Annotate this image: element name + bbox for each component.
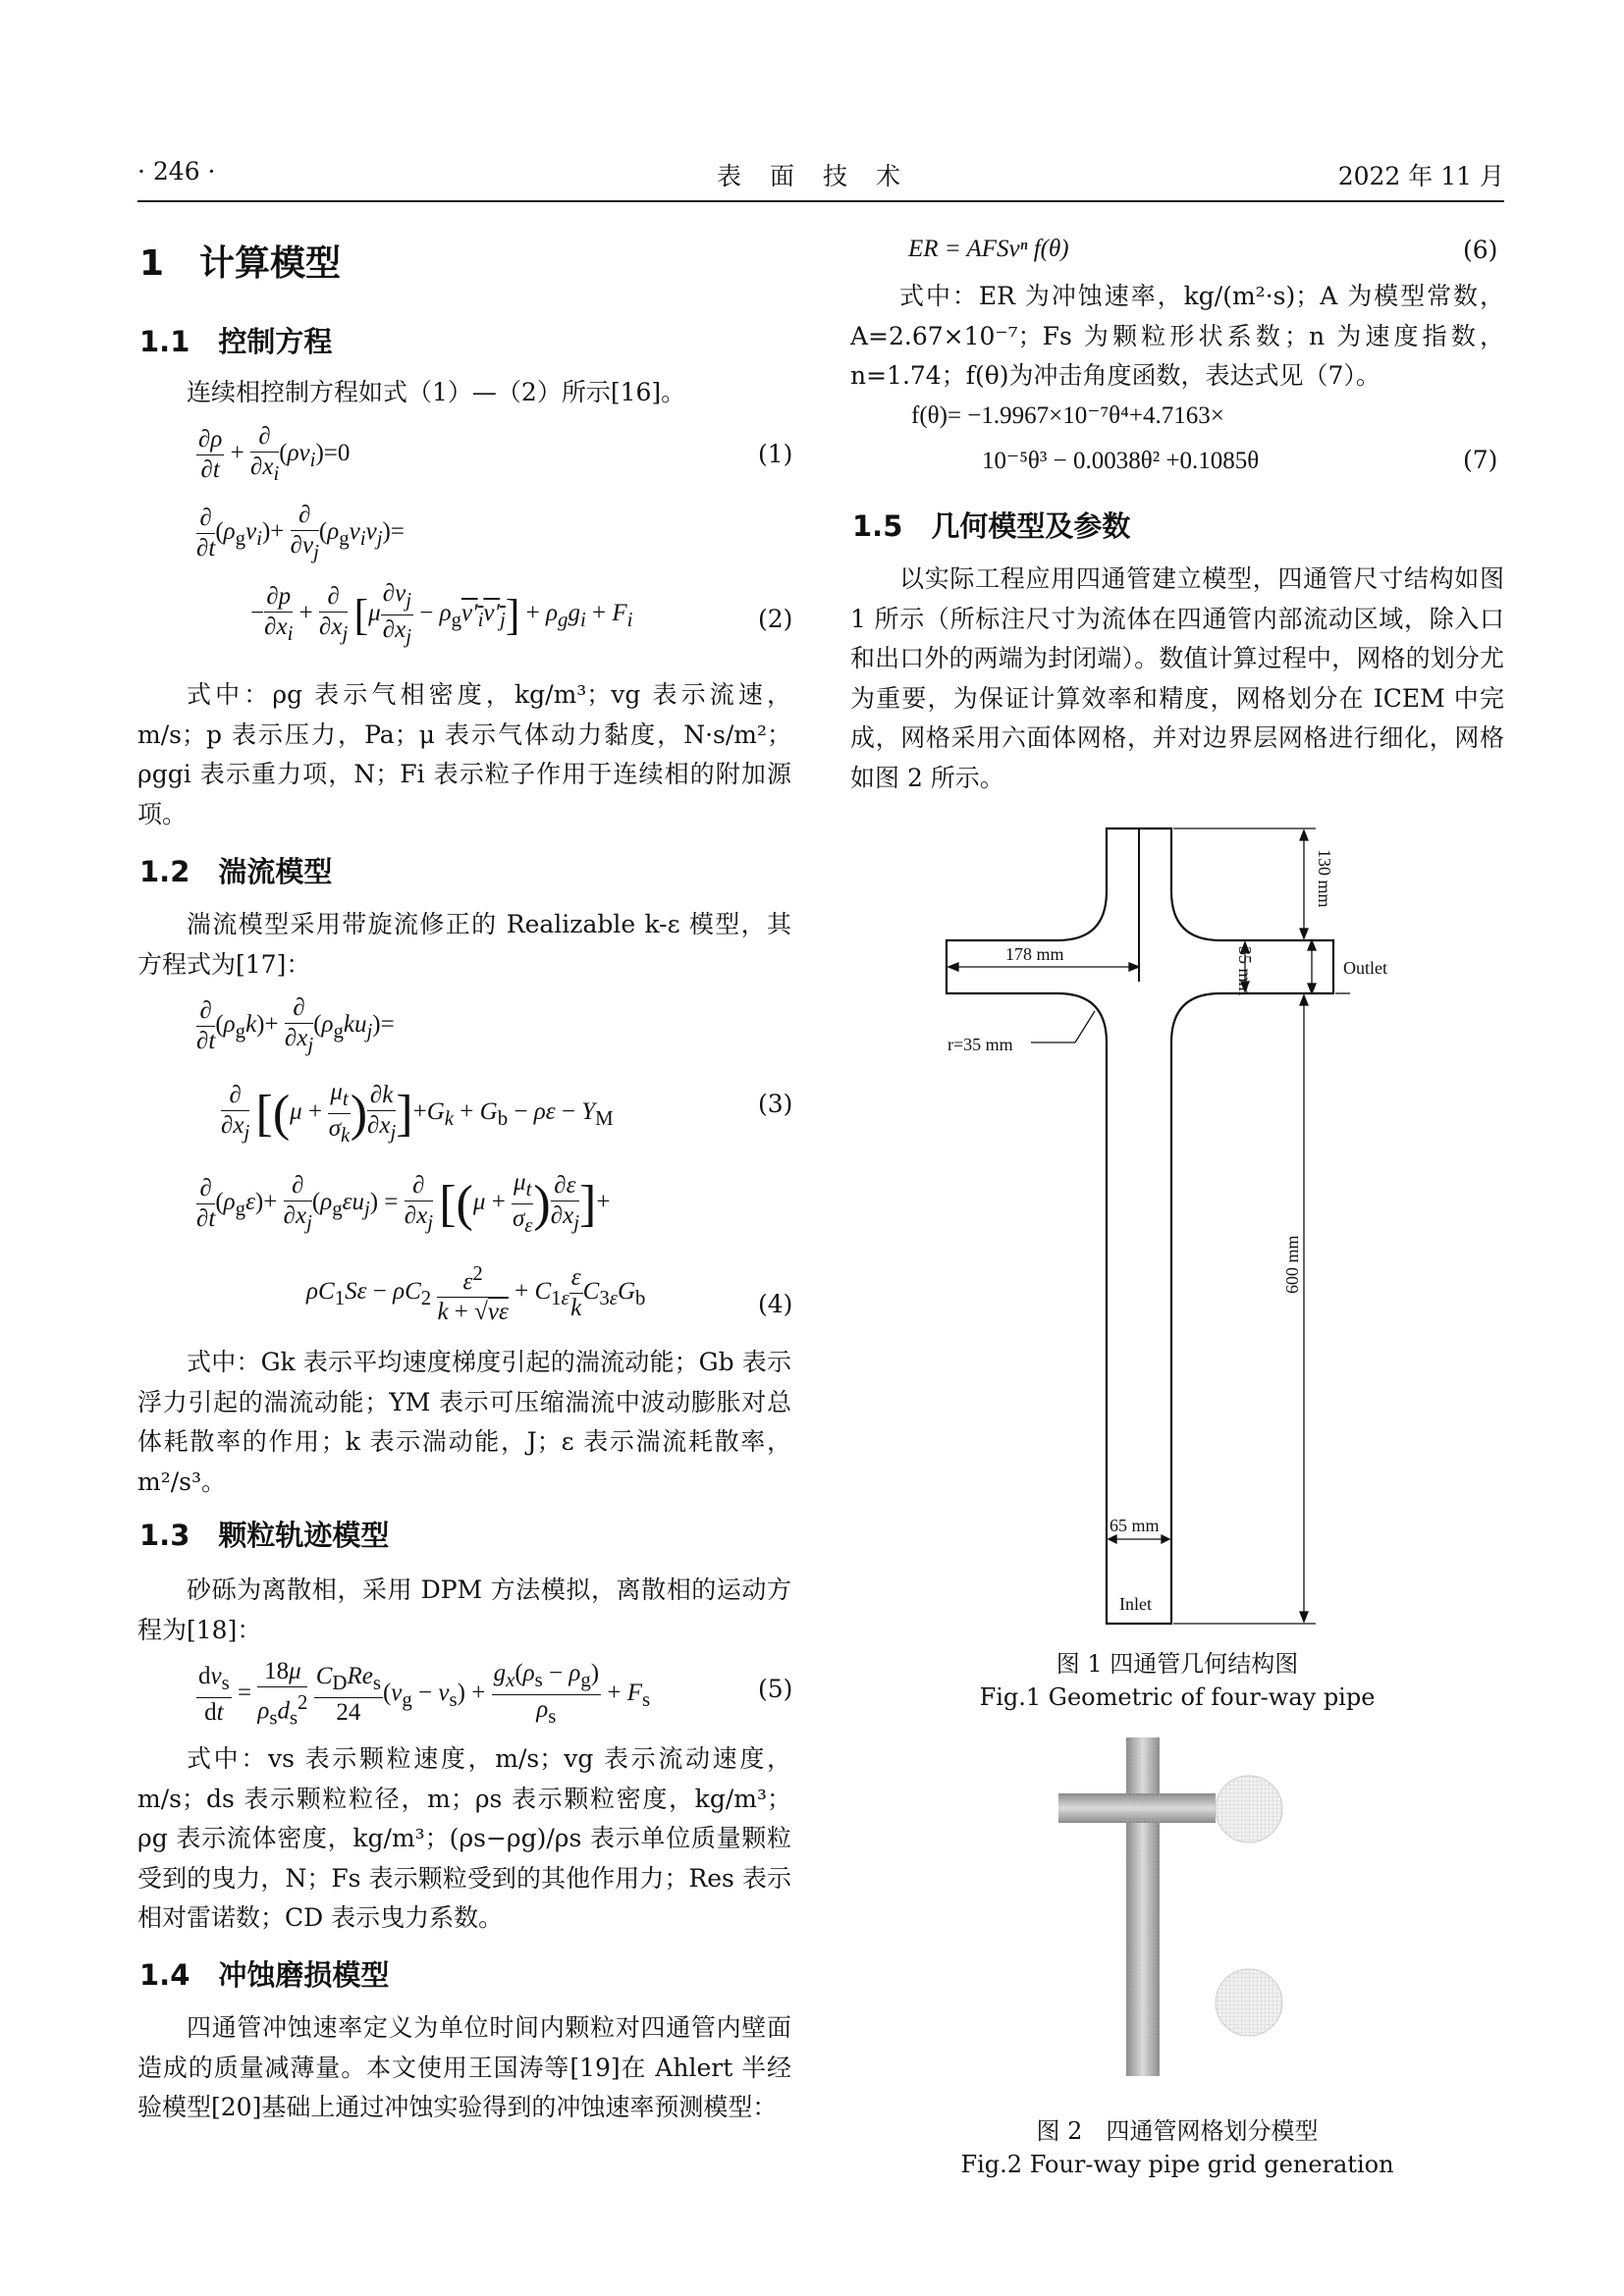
equation-7-number: (7) [1463, 446, 1498, 474]
figure-1-caption-cn: 图 1 四通管几何结构图 [1056, 1650, 1299, 1678]
equation-6: ER = AFSvⁿ f(θ) [908, 236, 1069, 262]
section-1-3-description: 式中：vs 表示颗粒速度，m/s；vg 表示流动速度，m/s；ds 表示颗粒粒径，m；ρs 表示颗粒密度，kg/m³；ρg 表示流体密度，kg/m³；(ρs−ρg)/ρs 表示单位质量颗粒受到的曳力，N；Fs 表示颗粒受到的其他作用力；Res 表示相对雷诺数；CD 表示曳力系数。 [137, 1744, 791, 1932]
section-1-5-text: 以实际工程应用四通管建立模型，四通管尺寸结构如图 1 所示（所标注尺寸为流体在四通管内部流动区域，除入口和出口外的两端为封闭端）。数值计算过程中，网格的划分尤为重要，为保证计算效率和精度，网格划分在 ICEM 中完成，网格采用六面体网格，并对边界层网格进行细化，网格如图 2 所示。 [850, 564, 1504, 792]
equation-7-line-2: 10⁻⁵θ³ − 0.0038θ² +0.1085θ [982, 448, 1260, 474]
equation-3-number: (3) [758, 1090, 793, 1118]
section-1-4-text: 四通管冲蚀速率定义为单位时间内颗粒对四通管内壁面造成的质量减薄量。本文使用王国涛等[19]在 Ahlert 半经验模型[20]基础上通过冲蚀实验得到的冲蚀速率预测模型： [137, 2013, 791, 2121]
figure-2-caption-en: Fig.2 Four-way pipe grid generation [960, 2151, 1394, 2178]
issue-date: 2022 年 11 月 [1337, 162, 1504, 190]
equation-2-line-1: $\frac{\partial}{\partial t}$ $(\rho_gv_i)+$ $\frac{\partial}{\partial v_j}$ $(\rho_gv_iv_j)=$ [196, 502, 405, 563]
section-1-5-title: 1.5 几何模型及参数 [852, 509, 1131, 543]
equation-1-number: (1) [758, 440, 793, 468]
equation-4-line-2: $\rho C_1S\varepsilon - \rho C_2$ $\frac{\varepsilon^2}{k + √v\varepsilon}$ + $C_{1\varepsilon}$ $\frac{\varepsilon}{k}$ $C_{3\varepsilon}G_b$ [306, 1258, 645, 1327]
equation-5: $\frac{dv_s}{dt}$ = $\frac{18\mu}{\rho_sd_s^2}$ $\frac{C_DRe_s}{24}$ $(v_g - v_s)$ + $\frac{g_x(\rho_s - \rho_g)}{\rho_s}$ + $F_s$ [198, 1658, 651, 1730]
equation-3-line-1: $\frac{\partial}{\partial t}$ $(\rho_gk)+$ $\frac{\partial}{\partial x_j}$ $(\rho_gku_j)=$ [196, 994, 395, 1056]
inlet-label: Inlet [1119, 1594, 1152, 1614]
section-1-1-title: 1.1 控制方程 [139, 325, 333, 358]
dim-65-label: 65 mm [1110, 1516, 1160, 1535]
section-1-2-description: 式中：Gk 表示平均速度梯度引起的湍流动能；Gb 表示浮力引起的湍流动能；YM 表示可压缩湍流中波动膨胀对总体耗散率的作用；k 表示湍动能，J；ε 表示湍流耗散率，m²/s³。 [137, 1348, 791, 1496]
equation-2-line-2: − $\frac{\partial p}{\partial x_i}$ + $\frac{\partial}{\partial x_j}$ [μ $\frac{\partial v_j}{\partial x_j}$ − $\rho_gv'_iv'_j] + \rho_gg_i + F_i$ [250, 580, 633, 648]
header-rule [137, 200, 1504, 202]
outlet-label: Outlet [1343, 958, 1387, 978]
four-way-pipe-mesh-figure [1041, 1737, 1384, 2081]
figure-2-caption-cn: 图 2 四通管网格划分模型 [1036, 2117, 1319, 2145]
dim-130-label: 130 mm [1315, 849, 1334, 908]
equation-1: $\frac{\partial\rho}{\partial t}$ + $\frac{\partial}{\partial x_i}$ $(\rho v_i)=0$ [198, 423, 351, 485]
section-1-4-title: 1.4 冲蚀磨损模型 [139, 1958, 390, 1992]
journal-title: 表 面 技 术 [717, 162, 903, 190]
section-1-title: 1 计算模型 [139, 243, 342, 284]
section-1-2-title: 1.2 湍流模型 [139, 855, 333, 888]
section-1-2-intro: 湍流模型采用带旋流修正的 Realizable k-ε 模型，其方程式为[17]： [137, 910, 791, 979]
figure-1-caption-en: Fig.1 Geometric of four-way pipe [979, 1683, 1376, 1711]
equation-4-number: (4) [758, 1290, 793, 1318]
equation-5-number: (5) [758, 1675, 793, 1703]
four-way-pipe-geometry-figure [923, 815, 1387, 1639]
equation-2-number: (2) [758, 605, 793, 633]
section-1-4-description: 式中：ER 为冲蚀速率，kg/(m²·s)；A 为模型常数，A=2.67×10⁻⁷；Fs 为颗粒形状系数；n 为速度指数，n=1.74；f(θ)为冲击角度函数，表达式见（7）。 [850, 282, 1504, 390]
section-1-1-intro: 连续相控制方程如式（1）—（2）所示[16]。 [187, 378, 686, 406]
equation-6-number: (6) [1463, 236, 1498, 264]
dim-600-label: 600 mm [1282, 1235, 1302, 1294]
section-1-1-description: 式中：ρg 表示气相密度，kg/m³；vg 表示流速，m/s；p 表示压力，Pa；μ 表示气体动力黏度，N·s/m²；ρggi 表示重力项，N；Fi 表示粒子作用于连续相的附加源项。 [137, 680, 791, 828]
dim-178-label: 178 mm [1005, 944, 1064, 964]
equation-4-line-1: $\frac{\partial}{\partial t}$ $(\rho_g\varepsilon)+$ $\frac{\partial}{\partial x_j}$ $(\rho_g\varepsilon u_j)$ = $\frac{\partial}{\partial x_j}$ [(μ + $\frac{\mu_t}{\sigma_\varepsilon}$ ) $\frac{\partial\varepsilon}{\partial x_j}$ ]+ [196, 1169, 611, 1237]
dim-35-label: 35 mm [1235, 946, 1255, 996]
radius-label: r=35 mm [947, 1035, 1013, 1054]
section-1-3-title: 1.3 颗粒轨迹模型 [139, 1519, 390, 1552]
page-number: · 246 · [137, 157, 216, 186]
equation-7-line-1: f(θ)= −1.9967×10⁻⁷θ⁴+4.7163× [911, 402, 1224, 429]
equation-3-line-2: $\frac{\partial}{\partial x_j}$ [(μ + $\frac{\mu_t}{\sigma_k}$ ) $\frac{\partial k}{\partial x_j}$ ]$+G_k + G_b - \rho\varepsilon - Y_M$ [221, 1079, 614, 1147]
section-1-3-intro: 砂砾为离散相，采用 DPM 方法模拟，离散相的运动方程为[18]： [137, 1575, 791, 1644]
